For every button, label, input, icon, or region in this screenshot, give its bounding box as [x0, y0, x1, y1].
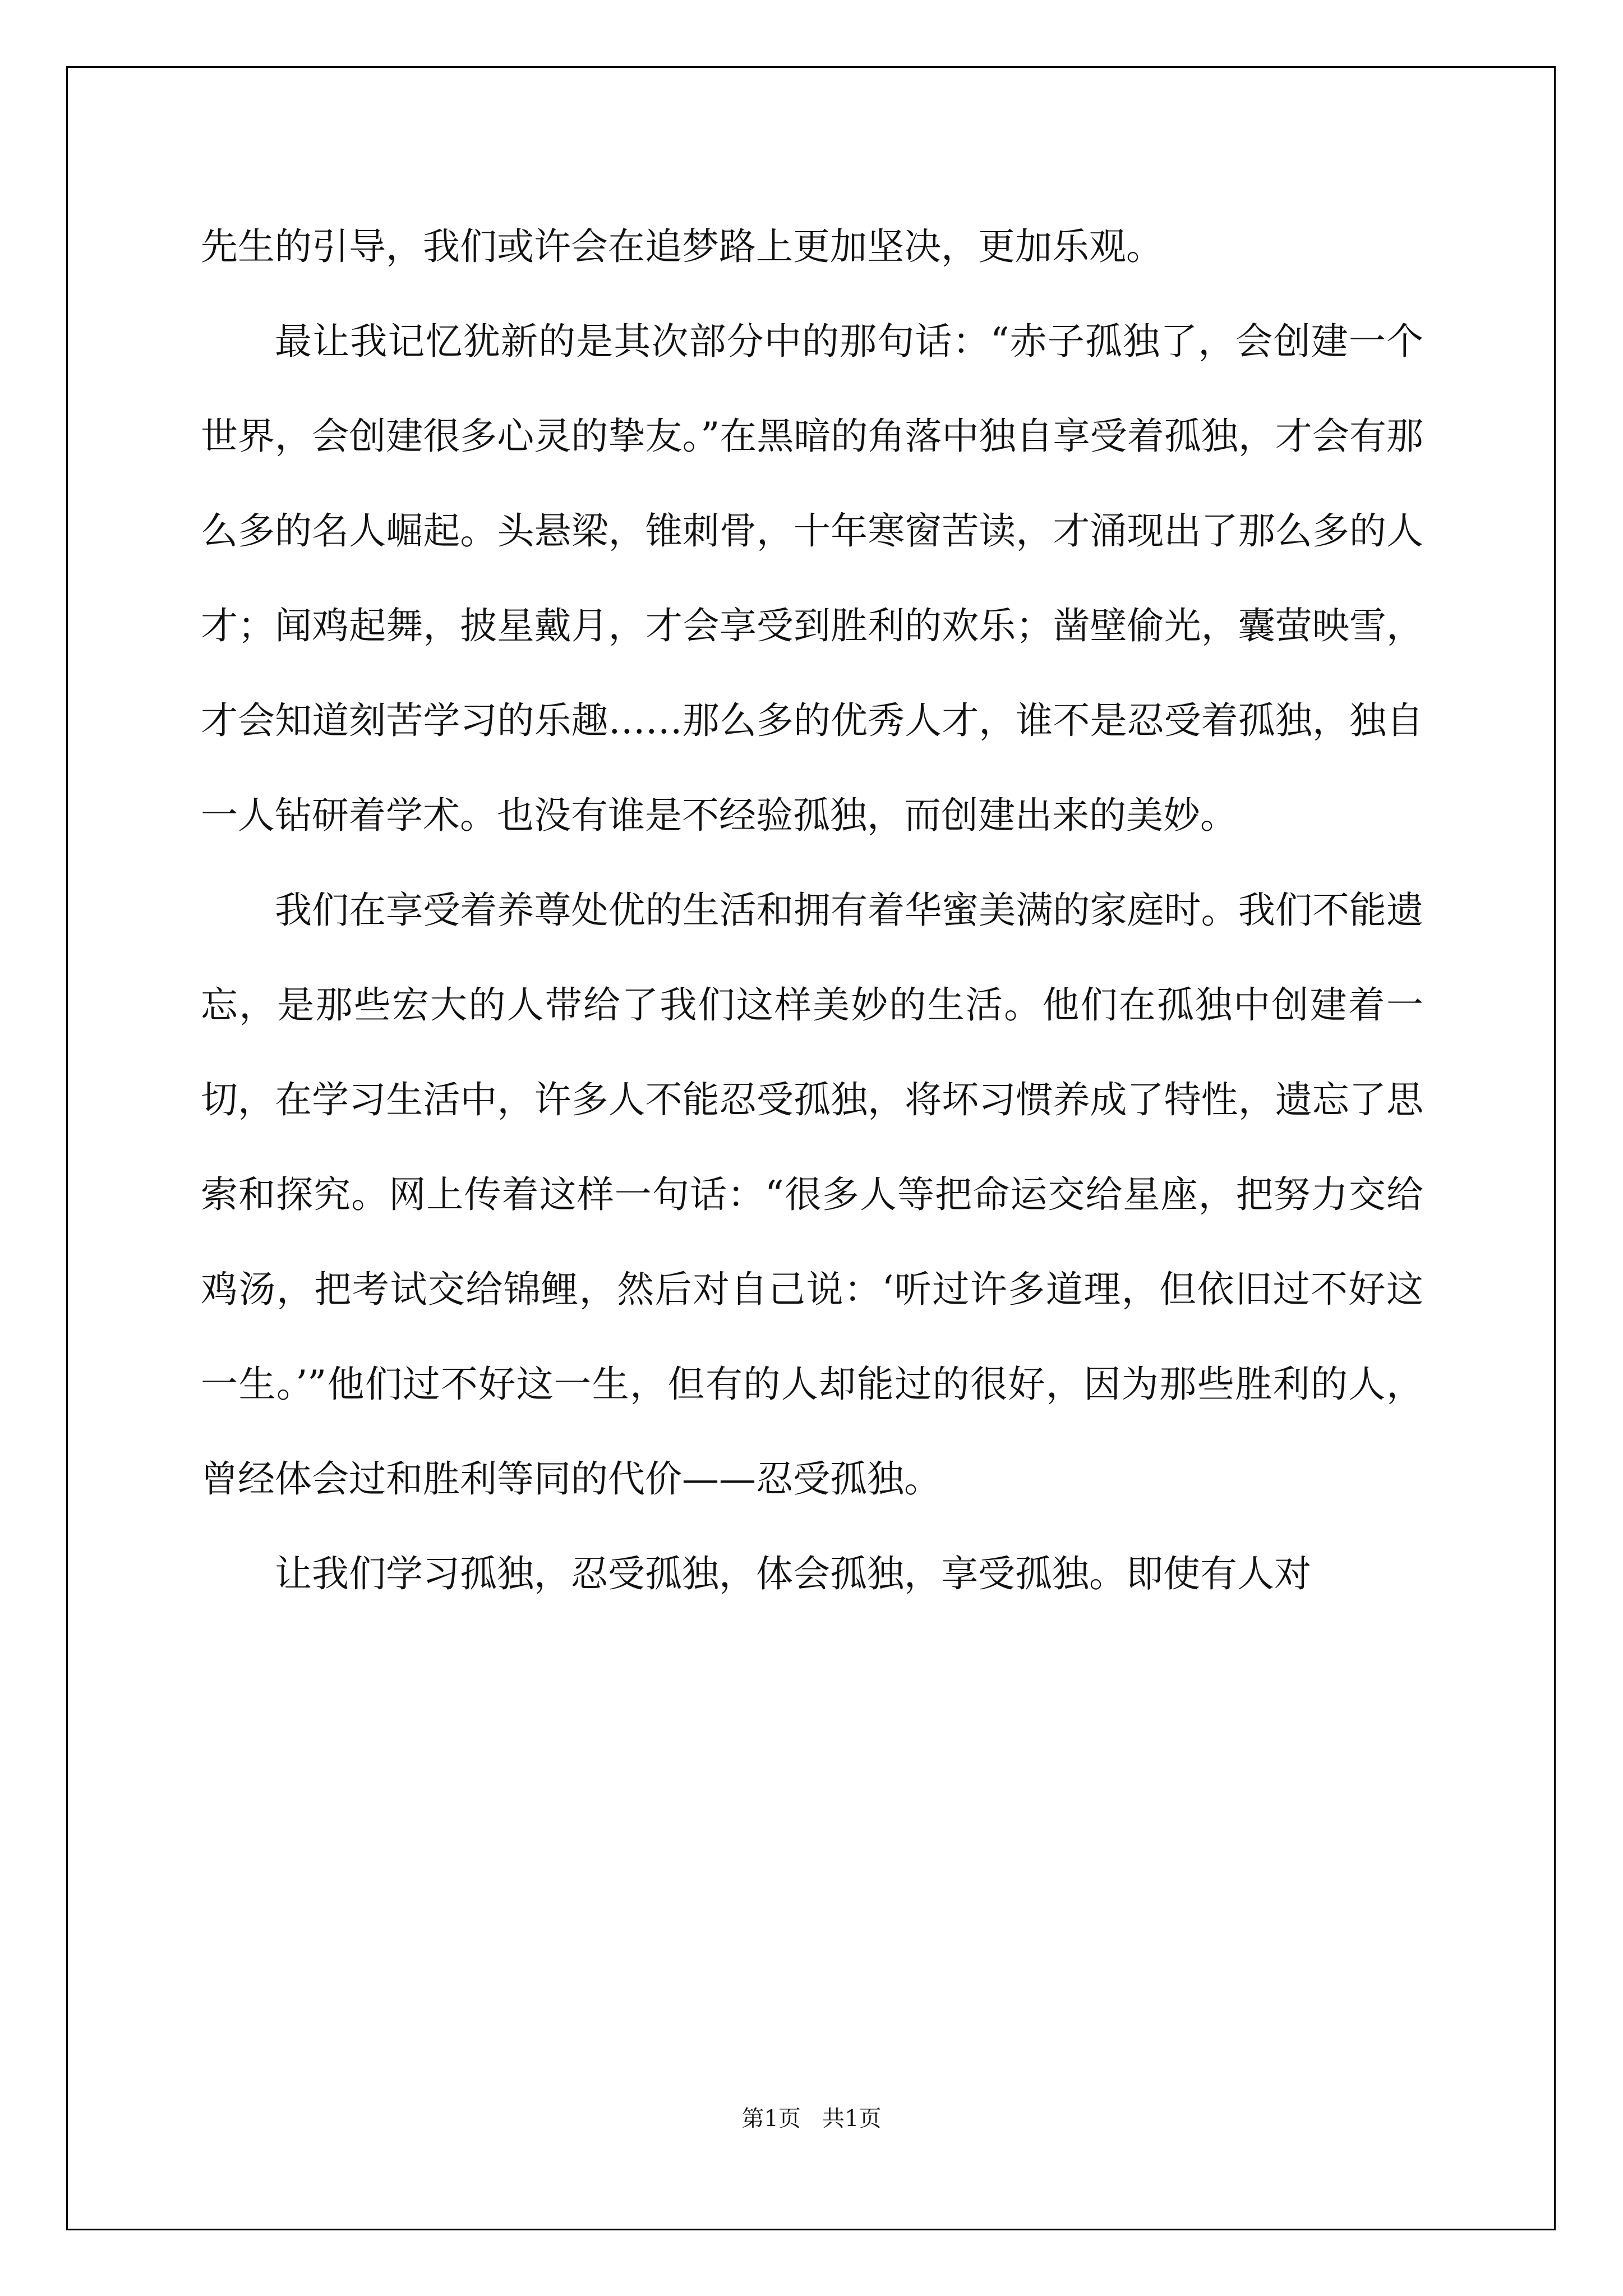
page-number-footer: 第1页 共1页	[741, 2106, 882, 2132]
document-body	[201, 199, 1423, 1621]
paragraph-4: 让我们学习孤独，忍受孤独，体会孤独，享受孤独。即使有人对	[275, 1552, 1311, 1595]
paragraph-3: 我们在享受着养尊处优的生活和拥有着华蜜美满的家庭时。我们不能遗忘，是那些宏大的人带给了我们这样美妙的生活。他们在孤独中创建着一切，在学习生活中，许多人不能忍受孤独，将坏习惯养成了特性，遗忘了思索和探究。网上传着这样一句话：“很多人等把命运交给星座，把努力交给鸡汤，把考试交给锦鲤，然后对自己说：‘听过许多道理，但依旧过不好这一生。’”他们过不好这一生，但有的人却能过的很好，因为那些胜利的人，曾经体会过和胜利等同的代价——忍受孤独。	[201, 889, 1423, 1501]
paragraph-2: 最让我记忆犹新的是其次部分中的那句话：“赤子孤独了，会创建一个世界，会创建很多心灵的挚友。”在黑暗的角落中独自享受着孤独，才会有那么多的名人崛起。头悬梁，锥刺骨，十年寒窗苦读，才涌现出了那么多的人才；闻鸡起舞，披星戴月，才会享受到胜利的欢乐；凿壁偷光，囊萤映雪，才会知道刻苦学习的乐趣……那么多的优秀人才，谁不是忍受着孤独，独自一人钻研着学术。也没有谁是不经验孤独，而创建出来的美妙。	[201, 320, 1423, 837]
paragraph-1: 先生的引导，我们或许会在追梦路上更加坚决，更加乐观。	[201, 225, 1163, 268]
